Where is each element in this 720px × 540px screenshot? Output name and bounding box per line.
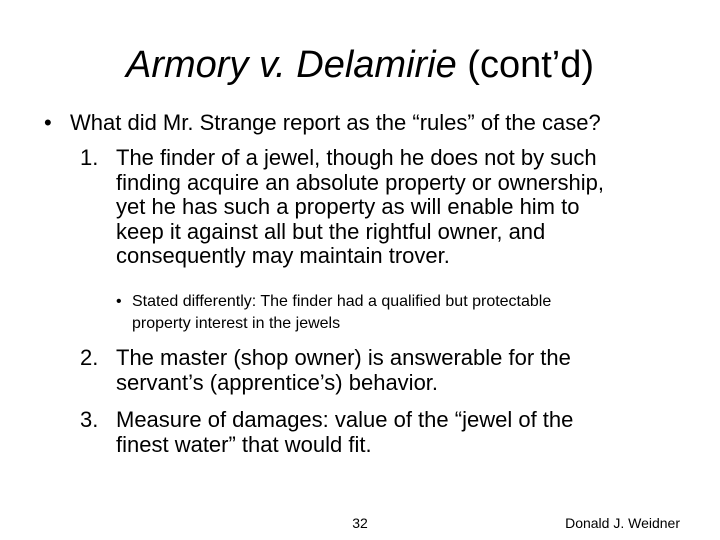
list-item-body xyxy=(116,346,676,395)
main-bullet-text: What did Mr. Strange report as the “rules” of the case? xyxy=(70,110,601,135)
list-item-line: finding acquire an absolute property or ownership, xyxy=(116,169,604,195)
list-item-line: consequently may maintain trover. xyxy=(116,243,450,268)
list-item-number: 3. xyxy=(80,407,99,432)
list-item-line: finest water” that would fit. xyxy=(116,431,372,457)
list-item-body xyxy=(116,146,676,269)
sub-bullet-marker: • xyxy=(116,293,122,310)
list-item-line: servant’s (apprentice’s) behavior. xyxy=(116,369,439,395)
list-item-number: 1. xyxy=(80,145,99,170)
sub-bullet-line: Stated differently: The finder had a qualified but protectable xyxy=(132,293,552,310)
slide-title xyxy=(0,42,720,88)
bullet-marker: • xyxy=(44,110,52,135)
list-item-line: keep it against all but the rightful owner, and xyxy=(116,218,546,244)
list-item-line: The master (shop owner) is answerable for the xyxy=(116,345,571,370)
list-item-line: Measure of damages: value of the “jewel of the xyxy=(116,407,574,432)
list-item-line: The finder of a jewel, though he does not by such xyxy=(116,145,597,170)
title-suffix: (cont’d) xyxy=(456,44,595,86)
author-name: Donald J. Weidner xyxy=(565,515,680,531)
sub-bullet-body xyxy=(132,291,692,335)
sub-bullet-line: property interest in the jewels xyxy=(132,315,341,332)
slide-number: 32 xyxy=(352,515,368,531)
list-item-line: yet he has such a property as will enable him to xyxy=(116,194,580,219)
case-name: Armory v. Delamirie xyxy=(125,44,457,86)
list-item-number: 2. xyxy=(80,345,99,370)
list-item-body xyxy=(116,408,676,457)
